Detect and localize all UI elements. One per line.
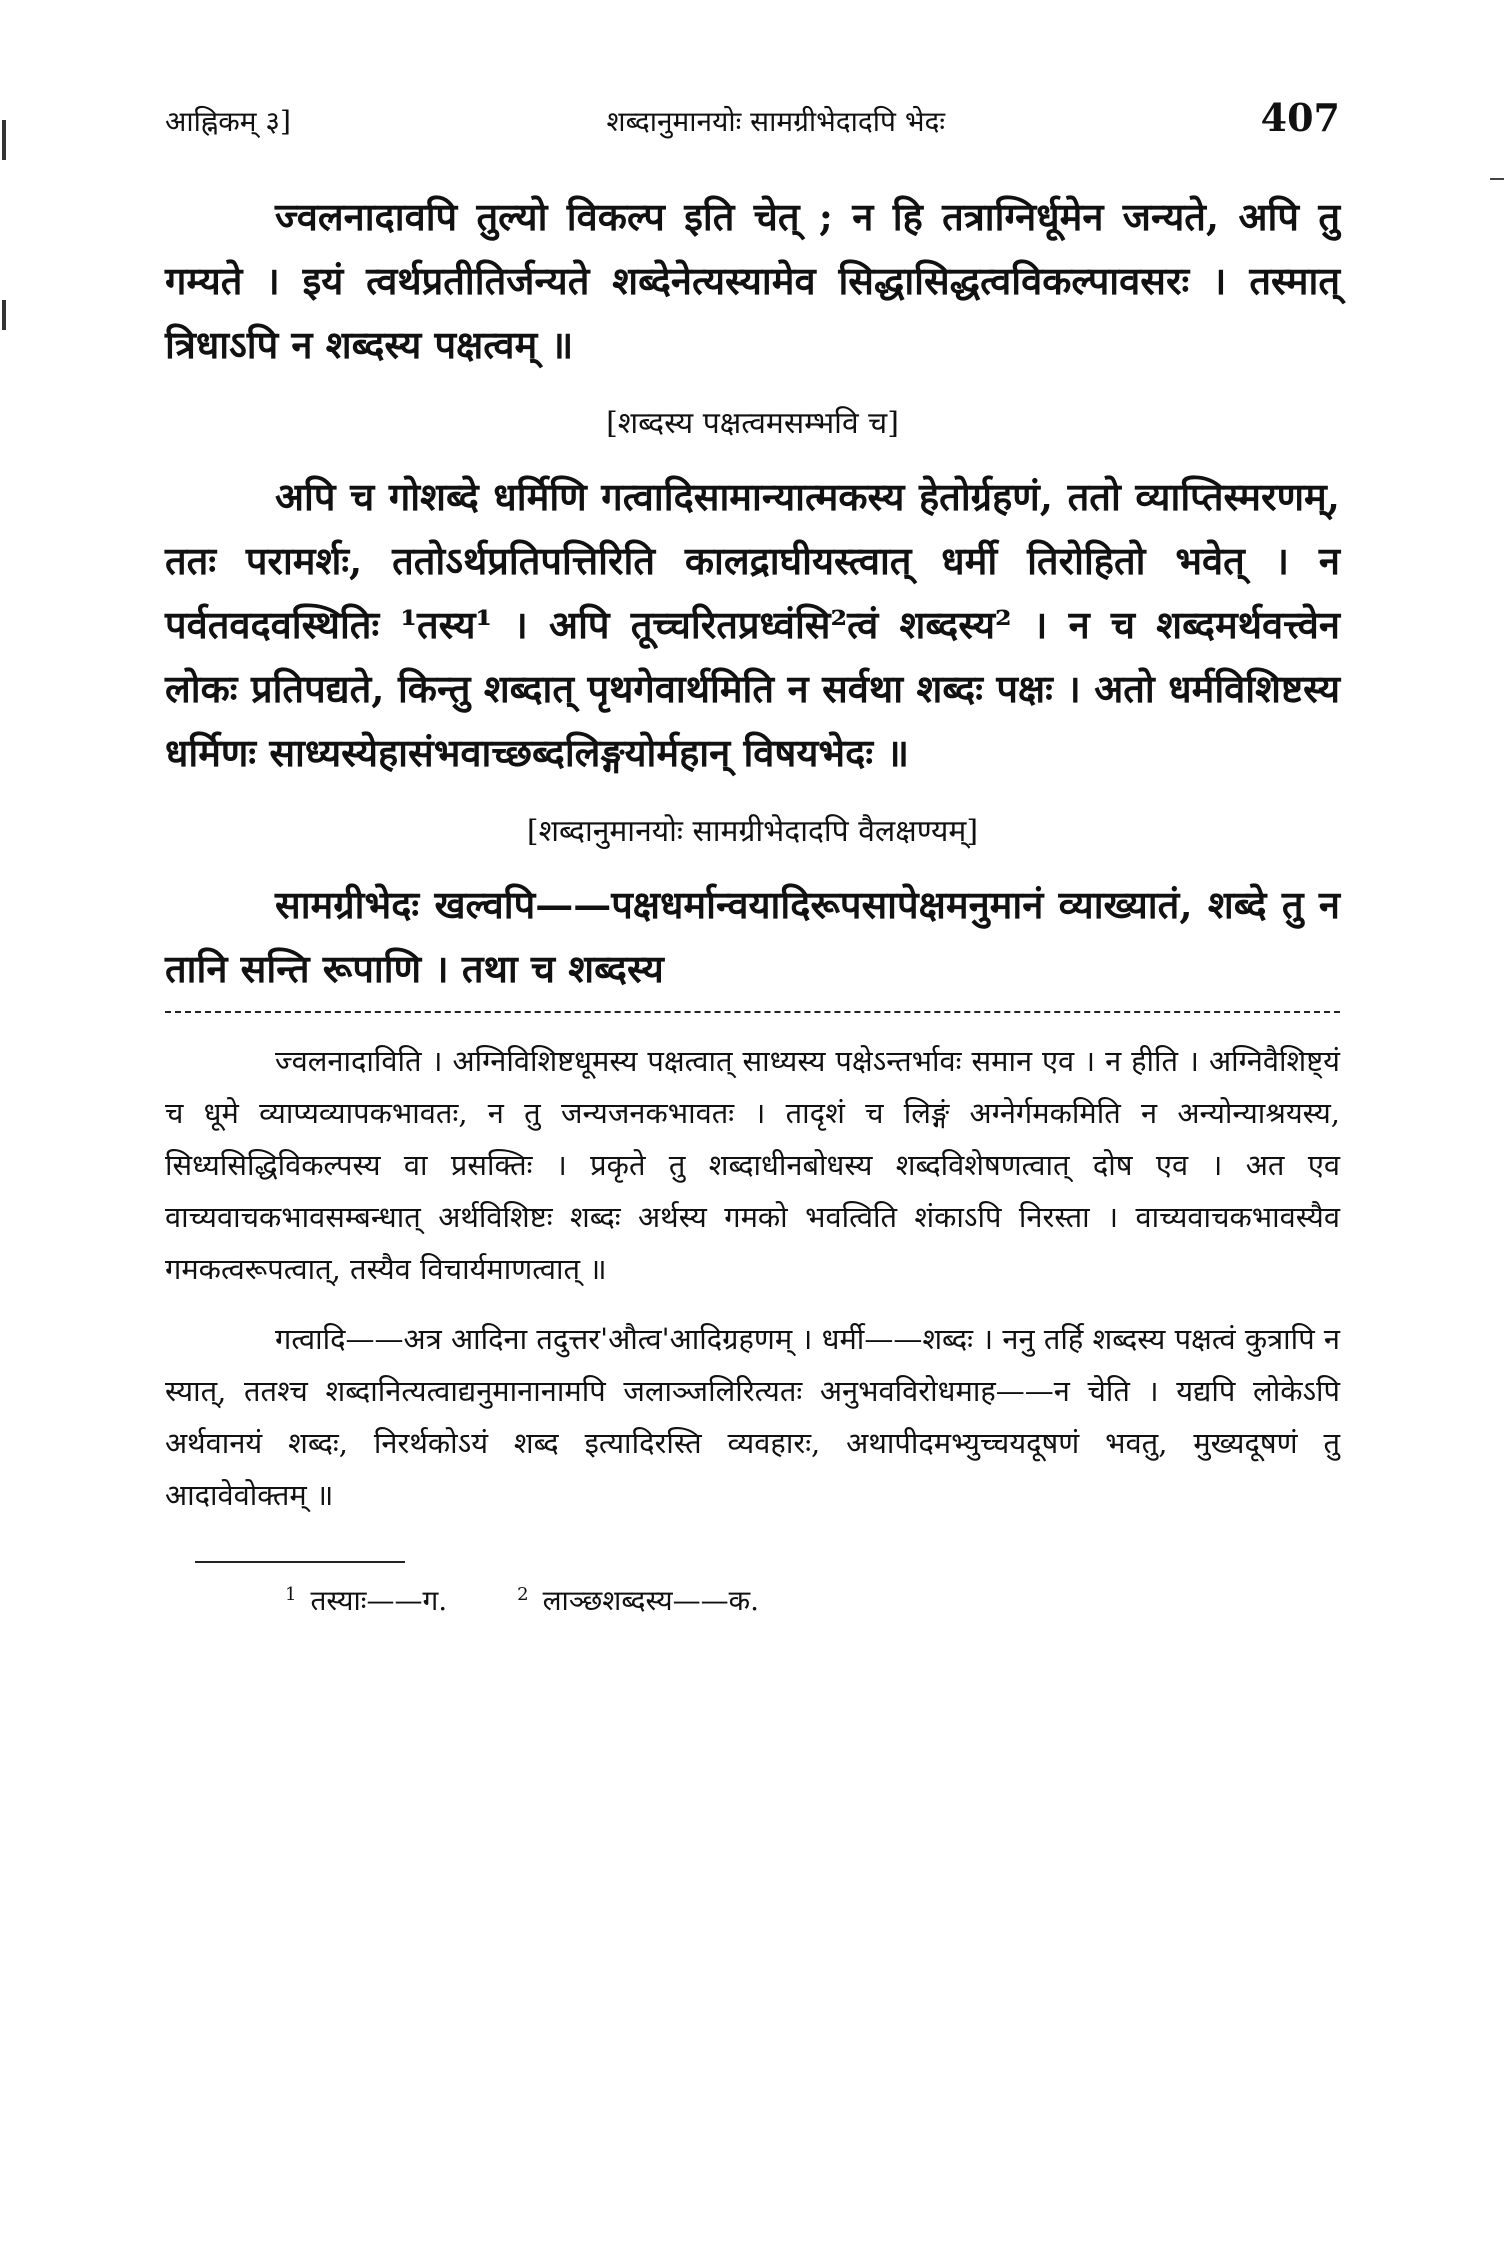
page-number: 407 (1260, 95, 1340, 140)
scan-edge-mark (2, 300, 6, 330)
section-heading: [शब्दानुमानयोः सामग्रीभेदादपि वैलक्षण्यम्] (526, 814, 979, 849)
footnote-mark: 1 (285, 1583, 297, 1605)
main-paragraph: सामग्रीभेदः खल्वपि——पक्षधर्मान्वयादिरूपसापेक्षमनुमानं व्याख्यातं, शब्दे तु न तानि सन्ति रूपाणि । तथा च शब्दस्य (165, 882, 1340, 991)
header-section-label: आह्निकम् ३] (165, 105, 291, 138)
footnote (517, 1581, 759, 1619)
scan-tick-mark (1490, 178, 1504, 180)
running-header (165, 95, 1340, 155)
commentary-paragraph: ज्वलनादाविति । अग्निविशिष्टधूमस्य पक्षत्वात् साध्यस्य पक्षेऽन्तर्भावः समान एव । न हीति । अग्निवैशिष्ट्यं च धूमे व्याप्यव्यापकभावतः, न तु जन्यजनकभावतः । तादृशं च लिङ्गं अग्नेर्गमकमिति न अन्योन्याश्रयस्य, सिध्यसिद्धिविकल्पस्य वा प्रसक्तिः । प्रकृते तु शब्दाधीनबोधस्य शब्दविशेषणत्वात् दोष एव । अत एव वाच्यवाचकभावसम्बन्धात् अर्थविशिष्टः शब्दः अर्थस्य गमको भवत्विति शंकाऽपि निरस्ता । वाच्यवाचकभावस्यैव गमकत्वरूपत्वात्, तस्यैव विचार्यमाणत्वात् ॥ (165, 1044, 1340, 1286)
commentary-divider (165, 1011, 1340, 1013)
footnote-text: लाञ्छशब्दस्य——क. (542, 1584, 760, 1617)
footnote-divider (195, 1561, 405, 1563)
commentary-paragraph: गत्वादि——अत्र आदिना तदुत्तर'औत्व'आदिग्रहणम् । धर्मी——शब्दः । ननु तर्हि शब्दस्य पक्षत्वं कुत्रापि न स्यात्, ततश्च शब्दानित्यत्वाद्यनुमानानामपि जलाञ्जलिरित्यतः अनुभवविरोधमाह——न चेति । यद्यपि लोकेऽपि अर्थवानयं शब्दः, निरर्थकोऽयं शब्द इत्यादिरस्ति व्यवहारः, अथापीदमभ्युच्चयदूषणं भवतु, मुख्यदूषणं तु आदावेवोक्तम् ॥ (165, 1322, 1340, 1512)
document-page (165, 95, 1340, 1619)
commentary-block (165, 1035, 1340, 1521)
main-text-block-3 (165, 873, 1340, 1001)
footnote-mark: 2 (517, 1583, 529, 1605)
main-paragraph: अपि च गोशब्दे धर्मिणि गत्वादिसामान्यात्मकस्य हेतोर्ग्रहणं, ततो व्याप्तिस्मरणम्, ततः परामर्शः, ततोऽर्थप्रतिपत्तिरिति कालद्राघीयस्त्वात् धर्मी तिरोहितो भवेत् । न पर्वतवदवस्थितिः ¹तस्य¹ । अपि तूच्चरितप्रध्वंसि²त्वं शब्दस्य² । न च शब्दमर्थवत्त्वेन लोकः प्रतिपद्यते, किन्तु शब्दात् पृथगेवार्थमिति न सर्वथा शब्दः पक्षः । अतो धर्मविशिष्टस्य धर्मिणः साध्यस्येहासंभवाच्छब्दलिङ्गयोर्महान् विषयभेदः ॥ (165, 474, 1340, 775)
main-paragraph: ज्वलनादावपि तुल्यो विकल्प इति चेत् ; न हि तत्राग्निर्धूमेन जन्यते, अपि तु गम्यते । इयं त्वर्थप्रतीतिर्जन्यते शब्देनेत्यस्यामेव सिद्धासिद्धत्वविकल्पावसरः । तस्मात् त्रिधाऽपि न शब्दस्य पक्षत्वम् ॥ (165, 194, 1340, 367)
footnote-text: तस्याः——ग. (310, 1584, 448, 1617)
scan-edge-mark (2, 120, 6, 160)
main-text-block-2 (165, 465, 1340, 785)
main-text-block-1 (165, 185, 1340, 377)
header-title: शब्दानुमानयोः सामग्रीभेदादपि भेदः (606, 105, 946, 138)
section-heading: [शब्दस्य पक्षत्वमसम्भवि च] (606, 406, 899, 441)
footnote (285, 1581, 447, 1619)
footnotes (165, 1581, 1340, 1619)
